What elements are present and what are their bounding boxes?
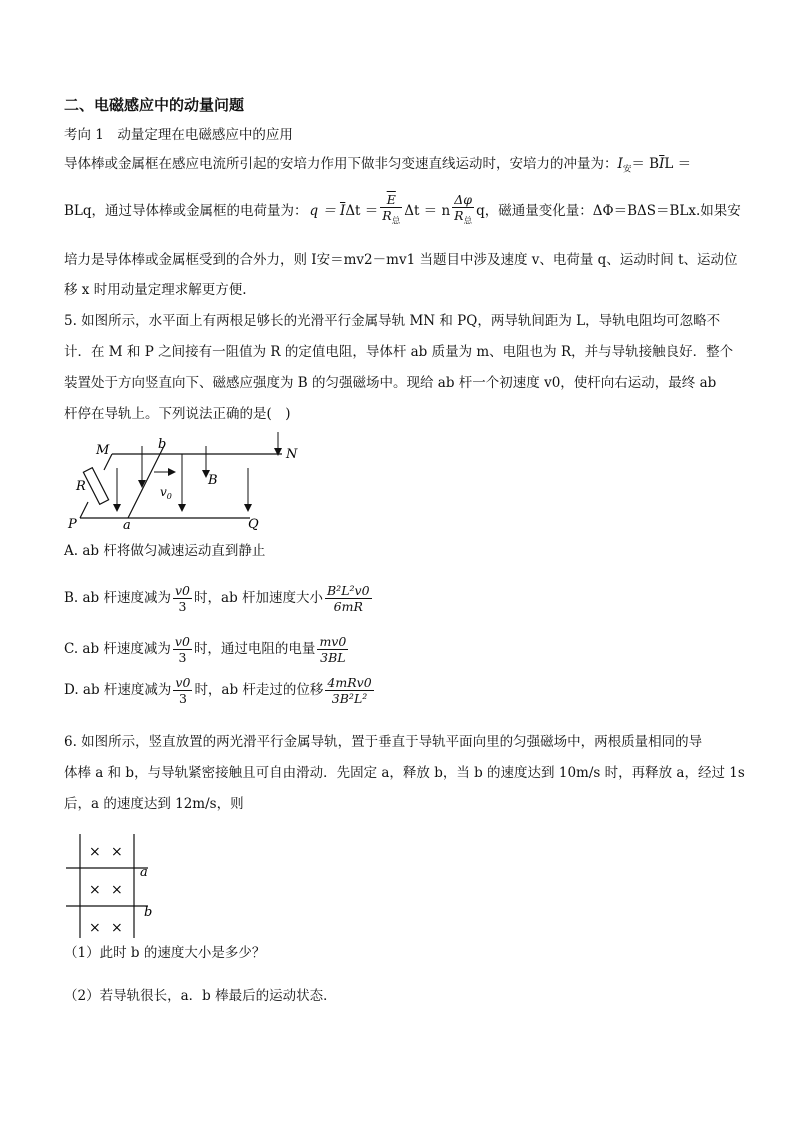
resistor: [83, 468, 108, 505]
label-q: Q: [248, 517, 259, 532]
emf-denominator: R: [382, 208, 392, 224]
fraction-emf: [380, 192, 402, 230]
label-rod-b: b: [144, 905, 153, 920]
optb-pre: B. ab 杆速度减为: [64, 590, 171, 606]
field-cross: ×: [89, 920, 101, 936]
q5-line-3: 装置处于方向竖直向下、磁感应强度为 B 的匀强磁场中。现给 ab 杆一个初速度 v0，使杆向右运动，最终 ab: [64, 375, 717, 391]
label-m: M: [96, 443, 110, 458]
delta-t-2: Δt ＝ n: [404, 203, 451, 219]
intro-l2-text: BLq，通过导体棒或金属框的电荷量为：: [64, 203, 308, 219]
emf-denominator-sub: 总: [391, 216, 401, 227]
optc-ans-den: 3BL: [320, 649, 346, 665]
avg-current: $\overline{I}$: [339, 203, 346, 219]
optb-frac-den: 3: [178, 598, 187, 614]
q5-option-d: [64, 670, 376, 710]
label-b: b: [158, 437, 167, 452]
optd-frac-den: 3: [178, 690, 187, 706]
intro-l1-eq: ＝ B: [631, 156, 660, 172]
optc-mid: 时，通过电阻的电量: [193, 641, 316, 657]
optb-mid: 时，ab 杆加速度大小: [194, 590, 323, 606]
delta-t: Δt ＝: [345, 203, 379, 219]
field-cross: ×: [111, 882, 123, 898]
label-rod-a: a: [140, 865, 148, 880]
charge-eq-q: q ＝: [309, 203, 336, 219]
q6-line-1: 6. 如图所示，竖直放置的两光滑平行金属导轨，置于垂直于导轨平面向里的匀强磁场中，两根质量相同的导: [64, 734, 703, 750]
q5-option-b: [64, 578, 374, 618]
optd-ans-den: 3B²L²: [331, 690, 368, 706]
label-r: R: [76, 479, 86, 494]
optd-pre: D. ab 杆速度减为: [64, 682, 172, 698]
intro-line-2: [64, 186, 741, 236]
field-cross: ×: [111, 920, 123, 936]
q6-vertical-rail-figure: [64, 834, 174, 938]
rod-ab: [128, 446, 164, 518]
field-cross: ×: [89, 844, 101, 860]
q5-option-a: A. ab 杆将做匀减速运动直到静止: [64, 543, 266, 559]
field-cross: ×: [89, 882, 101, 898]
flux-numerator: Δφ: [452, 192, 474, 208]
section-title: 二、电磁感应中的动量问题: [64, 96, 245, 114]
flux-denominator-sub: 总: [463, 216, 473, 227]
label-field-b: B: [208, 473, 218, 488]
optc-frac-num: v0: [174, 633, 190, 649]
q6-line-2: 体棒 a 和 b，与导轨紧密接触且可自由滑动．先固定 a，释放 b，当 b 的速度达到 10m/s 时，再释放 a，经过 1s: [64, 765, 745, 781]
q6-part-2: （2）若导轨很长，a．b 棒最后的运动状态．: [64, 988, 337, 1004]
q5-line-4: 杆停在导轨上。下列说法正确的是( ): [64, 406, 291, 422]
label-p: P: [68, 517, 77, 532]
optd-mid: 时，ab 杆走过的位移: [194, 682, 324, 698]
intro-line-4: 移 x 时用动量定理求解更方便.: [64, 282, 247, 298]
q6-line-3: 后，a 的速度达到 12m/s，则: [64, 796, 244, 812]
label-n: N: [286, 447, 298, 462]
emf-numerator: $\overline{E}$: [380, 192, 402, 208]
optc-pre: C. ab 杆速度减为: [64, 641, 171, 657]
field-cross: ×: [111, 844, 123, 860]
intro-l1-text: 导体棒或金属框在感应电流所引起的安培力作用下做非匀变速直线运动时，安培力的冲量为：: [64, 156, 618, 172]
label-a: a: [123, 518, 131, 532]
q5-line-2: 计．在 M 和 P 之间接有一阻值为 R 的定值电阻，导体杆 ab 质量为 m、电阻也为 R，并与导轨接触良好．整个: [64, 344, 734, 360]
optb-ans-den: 6mR: [333, 598, 363, 614]
q5-option-c: [64, 629, 350, 669]
optd-ans-num: 4mRv0: [327, 674, 372, 690]
sub-title: 考向 1 动量定理在电磁感应中的应用: [64, 127, 293, 143]
impulse-symbol: I: [617, 156, 623, 172]
fraction-flux: [452, 192, 474, 230]
intro-line-1: [64, 154, 691, 180]
impulse-sub: 安: [622, 164, 632, 175]
optc-frac-den: 3: [178, 649, 187, 665]
optb-ans-num: B²L²v0: [327, 582, 370, 598]
q5-line-1: 5. 如图所示，水平面上有两根足够长的光滑平行金属导轨 MN 和 PQ，两导轨间距为 L，导轨电阻均可忽略不: [64, 313, 721, 329]
flux-denominator: R: [454, 208, 464, 224]
optc-ans-num: mv0: [319, 633, 347, 649]
intro-l1-end: L ＝: [664, 156, 692, 172]
avg-current-symbol: $\overline{I}$: [659, 156, 665, 172]
optb-frac-num: v0: [175, 582, 191, 598]
q5-rail-figure: [60, 432, 310, 532]
intro-l2-end: q，磁通量变化量：ΔΦ＝BΔS＝BLx.如果安: [476, 203, 741, 219]
intro-line-3: 培力是导体棒或金属框受到的合外力，则 I安＝mv2－mv1 当题目中涉及速度 v、电荷量 q、运动时间 t、运动位: [64, 252, 738, 268]
optd-frac-num: v0: [175, 674, 191, 690]
label-v0: $v_0$: [160, 485, 172, 501]
q6-part-1: （1）此时 b 的速度大小是多少？: [64, 945, 266, 961]
